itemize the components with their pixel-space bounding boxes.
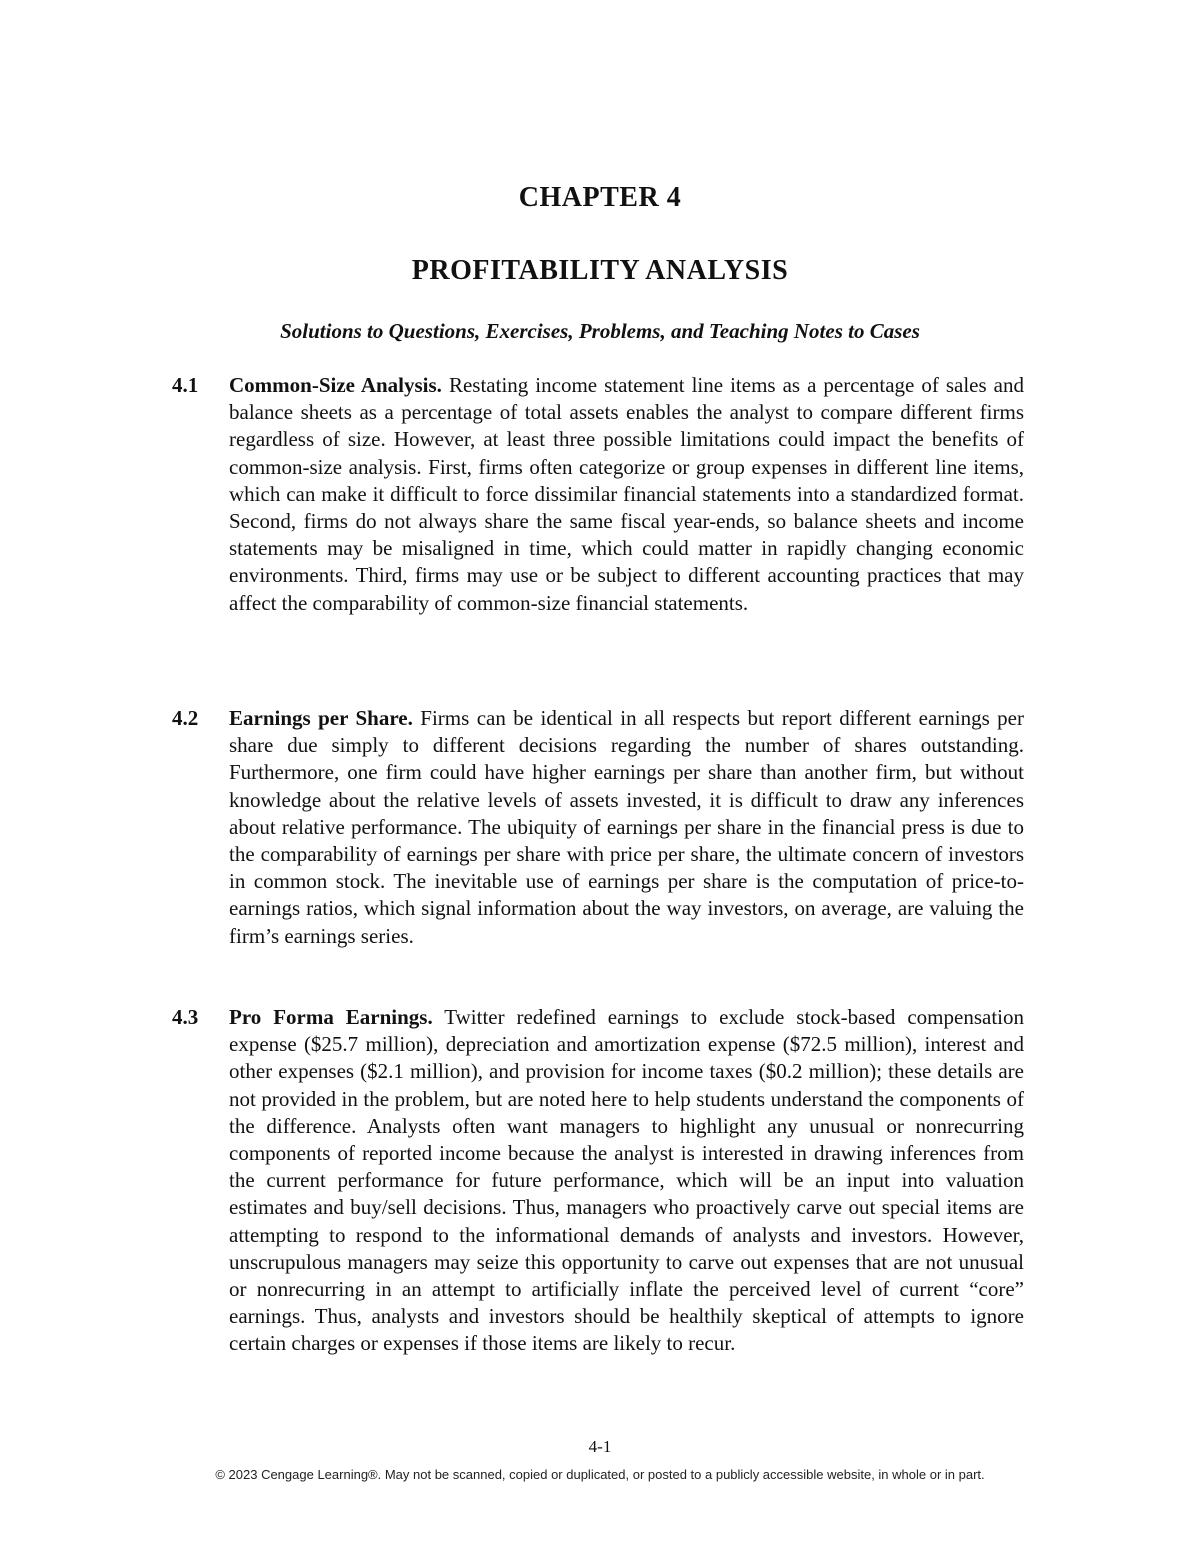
- section-4-2: [172, 705, 1024, 950]
- section-text: Twitter redefined earnings to exclude stock-based compensation expense ($25.7 million), depreciation and amortization expense ($72.5 million), interest and other expenses ($2.1 million), and provision for income taxes ($0.2 million); these details are not provided in the problem, but are noted here to help students understand the components of the difference. Analysts often want managers to highlight any unusual or nonrecurring components of reported income because the analyst is interested in drawing inferences from the current performance for future performance, which will be an input into valuation estimates and buy/sell decisions. Thus, managers who proactively carve out special items are attempting to respond to the informational demands of analysts and investors. However, unscrupulous managers may seize this opportunity to carve out expenses that are not unusual or nonrecurring in an attempt to artificially inflate the perceived level of current “core” earnings. Thus, analysts and investors should be healthily skeptical of attempts to ignore certain charges or expenses if those items are likely to recur.: [229, 1005, 1024, 1356]
- section-body: [229, 1004, 1024, 1358]
- section-4-1: [172, 372, 1024, 617]
- section-heading: Earnings per Share.: [229, 706, 413, 730]
- chapter-heading: CHAPTER 4: [518, 182, 682, 213]
- section-4-3: [172, 1004, 1024, 1358]
- section-heading: Pro Forma Earnings.: [229, 1005, 433, 1029]
- section-number: 4.1: [172, 373, 199, 397]
- section-number: 4.2: [172, 706, 199, 730]
- chapter-title: PROFITABILITY ANALYSIS: [411, 255, 789, 286]
- section-body: [229, 705, 1024, 950]
- copyright-notice: © 2023 Cengage Learning®. May not be scanned, copied or duplicated, or posted to a publicly accessible website, in whole or in part.: [215, 1467, 985, 1482]
- chapter-subtitle: Solutions to Questions, Exercises, Problems, and Teaching Notes to Cases: [280, 319, 920, 343]
- section-heading: Common-Size Analysis.: [229, 373, 442, 397]
- page-number: 4-1: [588, 1437, 612, 1456]
- section-text: Restating income statement line items as a percentage of sales and balance sheets as a percentage of total assets enables the analyst to compare different firms regardless of size. However, at least three possible limitations could impact the benefits of common-size analysis. First, firms often categorize or group expenses in different line items, which can make it difficult to force dissimilar financial statements into a standardized format. Second, firms do not always share the same fiscal year-ends, so balance sheets and income statements may be misaligned in time, which could matter in rapidly changing economic environments. Third, firms may use or be subject to different accounting practices that may affect the comparability of common-size financial statements.: [229, 373, 1024, 615]
- section-number: 4.3: [172, 1005, 199, 1029]
- section-body: [229, 372, 1024, 617]
- section-text: Firms can be identical in all respects but report different earnings per share due simply to different decisions regarding the number of shares outstanding. Furthermore, one firm could have higher earnings per share than another firm, but without knowledge about the relative levels of assets invested, it is difficult to draw any inferences about relative performance. The ubiquity of earnings per share in the financial press is due to the comparability of earnings per share with price per share, the ultimate concern of investors in common stock. The inevitable use of earnings per share is the computation of price-to-earnings ratios, which signal information about the way investors, on average, are valuing the firm’s earnings series.: [229, 706, 1024, 948]
